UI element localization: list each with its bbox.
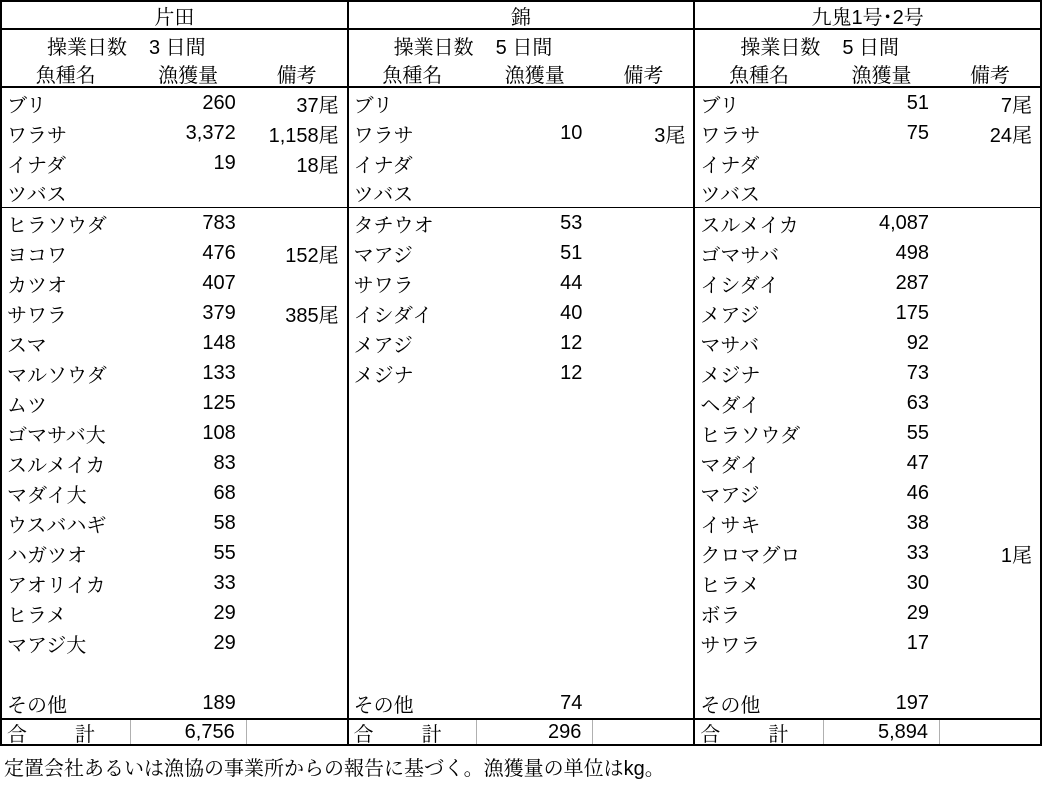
catch-qty-cell: 407	[202, 271, 236, 294]
table-row	[695, 568, 1040, 598]
table-row	[695, 88, 1040, 118]
fish-name-cell: メアジ	[700, 304, 760, 327]
table-row	[349, 328, 694, 358]
operating-days-label: 操業日数	[740, 36, 821, 59]
table-row	[2, 88, 347, 118]
fish-name-cell: ヒラメ	[7, 604, 67, 627]
fish-name-header: 魚種名	[35, 64, 96, 87]
table-row	[2, 328, 347, 358]
table-row	[695, 508, 1040, 538]
fish-name-cell: マアジ	[353, 244, 413, 267]
table-row	[2, 598, 347, 628]
fish-name-cell: ハガツオ	[7, 544, 87, 567]
fish-name-cell: メアジ	[353, 334, 413, 357]
fish-name-cell: タチウオ	[353, 214, 434, 237]
fish-name-header: 魚種名	[729, 64, 790, 87]
catch-qty-cell: 73	[906, 361, 930, 384]
fish-name-cell: ヒラソウダ	[700, 424, 801, 447]
catch-qty-cell: 63	[906, 391, 930, 414]
catch-qty-cell: 30	[906, 571, 930, 594]
table-row	[2, 538, 347, 568]
total-qty-cell: 5,894	[823, 720, 940, 744]
table-row	[2, 118, 347, 148]
total-row	[349, 718, 694, 744]
note-cell: 385尾	[285, 304, 339, 327]
table-row	[2, 478, 347, 508]
operating-days-row	[349, 30, 694, 60]
catch-qty-cell: 33	[906, 541, 930, 564]
catch-qty-cell: 68	[213, 481, 236, 504]
fish-name-cell: イナダ	[7, 154, 66, 177]
catch-qty-cell: 17	[906, 631, 930, 654]
note-header: 備考	[623, 64, 664, 87]
catch-qty-cell: 175	[895, 301, 930, 324]
catch-qty-cell: 189	[202, 691, 236, 714]
table-row	[349, 88, 694, 118]
catch-qty-cell: 92	[906, 331, 930, 354]
table-row	[695, 418, 1040, 448]
fish-name-cell: ツバス	[700, 184, 760, 206]
section-katada	[2, 2, 347, 744]
table-row	[349, 118, 694, 148]
total-label-cell	[695, 720, 823, 744]
catch-qty-cell: 133	[202, 361, 236, 384]
catch-qty-cell: 29	[213, 631, 236, 654]
catch-rows	[349, 88, 694, 718]
section-title	[2, 2, 347, 30]
table-row	[2, 238, 347, 268]
table-row	[695, 118, 1040, 148]
fish-name-cell: ムツ	[7, 394, 47, 417]
total-label-cell	[349, 720, 477, 744]
total-row	[2, 718, 347, 744]
table-row	[695, 658, 1040, 688]
table-row	[2, 178, 347, 208]
table-row	[2, 358, 347, 388]
table-row	[695, 208, 1040, 238]
operating-days-row	[2, 30, 347, 60]
table-row	[2, 658, 347, 688]
table-row	[695, 598, 1040, 628]
table-row	[695, 298, 1040, 328]
table-row	[2, 688, 347, 718]
table-row	[2, 418, 347, 448]
table-row	[2, 448, 347, 478]
table-row	[695, 688, 1040, 718]
column-header-row	[695, 60, 1040, 88]
operating-days-row	[695, 30, 1040, 60]
catch-qty-header: 漁獲量	[851, 64, 912, 87]
fish-name-cell: その他	[353, 694, 414, 717]
note-header: 備考	[276, 64, 317, 87]
fish-name-cell: カツオ	[7, 274, 67, 297]
column-header-row	[2, 60, 347, 88]
total-label: 合 計	[353, 723, 456, 746]
fish-name-cell: スルメイカ	[700, 214, 799, 237]
catch-qty-cell: 783	[202, 211, 236, 234]
table-row	[695, 148, 1040, 178]
table-row	[349, 298, 694, 328]
note-cell: 7尾	[1000, 94, 1032, 117]
fish-name-cell: ヒラメ	[700, 574, 760, 597]
table-row	[349, 478, 694, 508]
table-row	[349, 208, 694, 238]
catch-qty-cell: 260	[202, 91, 236, 114]
fish-name-cell: サワラ	[700, 634, 761, 657]
catch-qty-cell: 51	[906, 91, 930, 114]
fish-name-cell: その他	[7, 694, 67, 717]
section-title	[695, 2, 1040, 30]
note-cell: 1,158尾	[268, 124, 339, 147]
catch-qty-cell: 19	[213, 151, 236, 174]
table-row	[349, 538, 694, 568]
catch-qty-cell: 38	[906, 511, 930, 534]
fish-name-cell: イナダ	[353, 154, 413, 177]
table-row	[2, 298, 347, 328]
fish-name-cell: ヨコワ	[7, 244, 67, 267]
fish-name-cell: サワラ	[7, 304, 67, 327]
location-name: 錦	[511, 6, 531, 29]
table-row	[349, 418, 694, 448]
note-cell: 18尾	[296, 154, 339, 177]
note-cell: 37尾	[296, 94, 339, 117]
table-row	[695, 268, 1040, 298]
note-cell: 152尾	[285, 244, 339, 267]
catch-qty-cell: 74	[560, 691, 583, 714]
fish-name-cell: ボラ	[700, 604, 741, 627]
table-row	[2, 208, 347, 238]
fish-name-cell: ゴマサバ	[700, 244, 780, 267]
catch-qty-cell: 58	[213, 511, 236, 534]
fish-name-cell: マアジ大	[7, 634, 87, 657]
fish-name-cell: ヘダイ	[700, 394, 760, 417]
table-row	[349, 388, 694, 418]
table-row	[695, 358, 1040, 388]
table-row	[349, 178, 694, 208]
fish-name-cell: スルメイカ	[7, 454, 106, 477]
note-cell: 24尾	[989, 124, 1032, 147]
catch-qty-cell: 4,087	[878, 211, 930, 234]
total-label: 合 計	[7, 723, 109, 746]
catch-qty-cell: 125	[202, 391, 236, 414]
table-row	[349, 628, 694, 658]
table-row	[349, 268, 694, 298]
operating-days-value: 3 日間	[149, 36, 206, 59]
table-row	[349, 598, 694, 628]
catch-qty-cell: 3,372	[185, 121, 236, 144]
total-label: 合 計	[700, 723, 803, 746]
fish-name-cell: マルソウダ	[7, 364, 107, 387]
table-row	[695, 538, 1040, 568]
fish-name-cell: マダイ	[700, 454, 760, 477]
section-nishiki	[347, 2, 694, 744]
fish-name-cell: イシダイ	[353, 304, 433, 327]
table-row	[2, 628, 347, 658]
note-cell: 3尾	[654, 124, 686, 147]
catch-qty-cell: 29	[906, 601, 930, 624]
table-row	[695, 178, 1040, 208]
catch-qty-cell: 476	[202, 241, 236, 264]
fish-name-cell: マサバ	[700, 334, 760, 357]
table-row	[349, 568, 694, 598]
total-qty-cell: 296	[476, 720, 593, 744]
catch-qty-cell: 46	[906, 481, 930, 504]
fish-name-cell: クロマグロ	[700, 544, 801, 567]
table-row	[2, 568, 347, 598]
table-row	[349, 448, 694, 478]
location-name: 片田	[154, 6, 195, 29]
fish-name-cell: マアジ	[700, 484, 760, 507]
catch-qty-cell: 53	[560, 211, 583, 234]
catch-qty-cell: 10	[560, 121, 583, 144]
fish-name-cell: ヒラソウダ	[7, 214, 107, 237]
fish-name-cell: サワラ	[353, 274, 414, 297]
table-row	[695, 328, 1040, 358]
fish-name-cell: メジナ	[700, 364, 761, 387]
location-name: 九鬼1号･2号	[811, 6, 924, 29]
catch-qty-cell: 83	[213, 451, 236, 474]
catch-qty-cell: 287	[895, 271, 930, 294]
fish-name-cell: ブリ	[700, 94, 740, 117]
total-note-cell	[593, 720, 693, 744]
table-row	[349, 508, 694, 538]
fish-name-cell: イサキ	[700, 514, 761, 537]
catch-qty-cell: 12	[560, 361, 583, 384]
table-row	[695, 478, 1040, 508]
total-note-cell	[247, 720, 347, 744]
note-cell: 1尾	[1000, 544, 1032, 567]
fish-name-cell: ウスバハギ	[7, 514, 107, 537]
catch-qty-header: 漁獲量	[158, 64, 219, 87]
catch-rows	[695, 88, 1040, 718]
table-row	[2, 388, 347, 418]
operating-days-value: 5 日間	[842, 36, 900, 59]
table-row	[695, 628, 1040, 658]
table-row	[349, 148, 694, 178]
catch-qty-cell: 148	[202, 331, 236, 354]
fish-name-cell: アオリイカ	[7, 574, 106, 597]
total-qty-cell: 6,756	[130, 720, 247, 744]
table-row	[2, 268, 347, 298]
note-header: 備考	[970, 64, 1011, 87]
catch-qty-cell: 51	[560, 241, 583, 264]
catch-qty-cell: 55	[906, 421, 930, 444]
table-row	[349, 358, 694, 388]
fish-name-cell: イナダ	[700, 154, 760, 177]
table-row	[695, 448, 1040, 478]
catch-qty-cell: 12	[560, 331, 583, 354]
fish-name-cell: ツバス	[353, 184, 414, 206]
catch-qty-cell: 29	[213, 601, 236, 624]
section-title	[349, 2, 694, 30]
catch-qty-header: 漁獲量	[504, 64, 565, 87]
fish-name-cell: ブリ	[353, 94, 393, 117]
table-row	[349, 238, 694, 268]
fish-name-cell: スマ	[7, 334, 47, 357]
table-row	[695, 388, 1040, 418]
fish-name-cell: メジナ	[353, 364, 414, 387]
catch-qty-cell: 47	[906, 451, 930, 474]
fish-name-cell: その他	[700, 694, 761, 717]
footnote: 定置会社あるいは漁協の事業所からの報告に基づく。漁獲量の単位はkg。	[4, 758, 665, 780]
catch-qty-cell: 75	[906, 121, 930, 144]
operating-days-value: 5 日間	[495, 36, 553, 59]
fish-name-header: 魚種名	[382, 64, 443, 87]
catch-qty-cell: 44	[560, 271, 583, 294]
column-header-row	[349, 60, 694, 88]
operating-days-label: 操業日数	[393, 36, 474, 59]
total-note-cell	[940, 720, 1040, 744]
catch-qty-cell: 33	[213, 571, 236, 594]
table-row	[695, 238, 1040, 268]
total-label-cell	[2, 720, 130, 744]
table-row	[2, 508, 347, 538]
catch-qty-cell: 498	[895, 241, 930, 264]
fish-name-cell: イシダイ	[700, 274, 780, 297]
catch-qty-cell: 55	[213, 541, 236, 564]
section-kuki-1-2	[693, 2, 1040, 744]
catch-qty-cell: 108	[202, 421, 236, 444]
fish-name-cell: ツバス	[7, 184, 67, 206]
table-row	[2, 148, 347, 178]
fish-name-cell: ブリ	[7, 94, 47, 117]
fish-name-cell: ワラサ	[7, 124, 67, 147]
catch-qty-cell: 197	[895, 691, 930, 714]
catch-qty-cell: 40	[560, 301, 583, 324]
table-row	[349, 688, 694, 718]
fish-name-cell: マダイ大	[7, 484, 87, 507]
fish-name-cell: ワラサ	[353, 124, 414, 147]
table-row	[349, 658, 694, 688]
total-row	[695, 718, 1040, 744]
fish-name-cell: ゴマサバ大	[7, 424, 106, 447]
catch-qty-cell: 379	[202, 301, 236, 324]
catch-rows	[2, 88, 347, 718]
operating-days-label: 操業日数	[47, 36, 127, 59]
fish-name-cell: ワラサ	[700, 124, 761, 147]
